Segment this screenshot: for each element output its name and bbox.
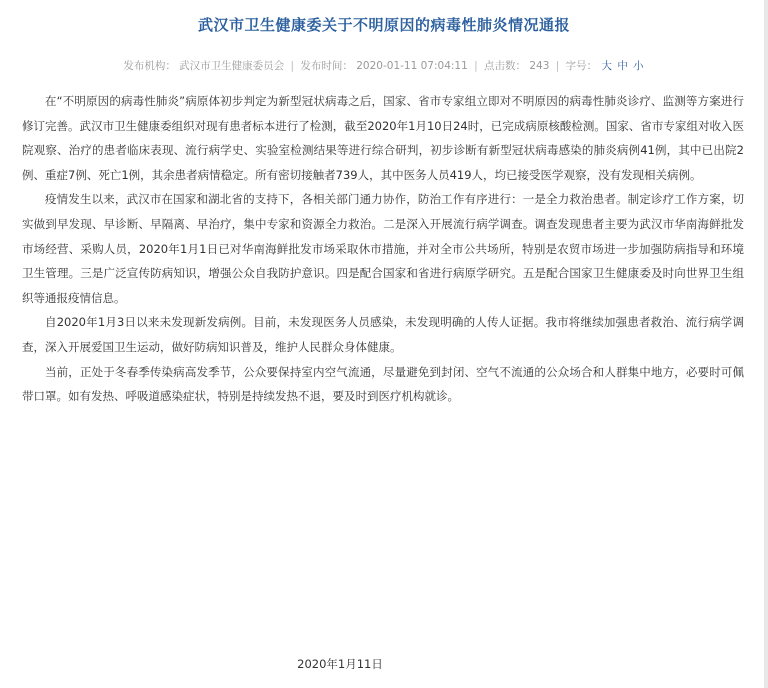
article-body [22, 89, 744, 409]
article-date: 2020年1月11日 [297, 657, 383, 671]
page-edge-divider [764, 0, 768, 688]
article-paragraph: 在“不明原因的病毒性肺炎”病原体初步判定为新型冠状病毒之后，国家、省市专家组立即对不明原因的病毒性肺炎诊疗、监测等方案进行修订完善。武汉市卫生健康委组织对现有患者标本进行了检测，截至2020年1月10日24时，已完成病原核酸检测。国家、省市专家组对收入医院观察、治疗的患者临床表现、流行病学史、实验室检测结果等进行综合研判，初步诊断有新型冠状病毒感染的肺炎病例41例，其中已出院2例、重症7例、死亡1例，其余患者病情稳定。所有密切接触者739人，其中医务人员419人，均已接受医学观察，没有发现相关病例。 [22, 94, 744, 182]
meta-separator: | [290, 60, 295, 72]
publish-time-label: 发布时间： [300, 60, 353, 72]
article-title: 武汉市卫生健康委关于不明原因的病毒性肺炎情况通报 [197, 16, 570, 34]
article-paragraph: 疫情发生以来，武汉市在国家和湖北省的支持下，各相关部门通力协作，防治工作有序进行：一是全力救治患者。制定诊疗工作方案，切实做到早发现、早诊断、早隔离、早治疗，集中专家和资源全力救治。二是深入开展流行病学调查。调查发现患者主要为武汉市华南海鲜批发市场经营、采购人员，2020年1月1日已对华南海鲜批发市场采取休市措施，并对全市公共场所，特别是农贸市场进一步加强防病指导和环境卫生管理。三是广泛宣传防病知识，增强公众自我防护意识。四是配合国家和省进行病原学研究。五是配合国家卫生健康委及时向世界卫生组织等通报疫情信息。 [22, 192, 744, 305]
font-size-medium-link[interactable]: 中 [617, 60, 628, 72]
article-meta [0, 58, 768, 73]
publish-time-value: 2020-01-11 07:04:11 [356, 60, 468, 72]
meta-separator: | [555, 60, 560, 72]
article-paragraph: 当前，正处于冬春季传染病高发季节，公众要保持室内空气流通，尽量避免到封闭、空气不流通的公众场合和人群集中地方，必要时可佩带口罩。如有发热、呼吸道感染症状，特别是持续发热不退，要及时到医疗机构就诊。 [22, 364, 744, 404]
article-paragraph: 自2020年1月3日以来未发现新发病例。目前，未发现医务人员感染，未发现明确的人传人证据。我市将继续加强患者救治、流行病学调查，深入开展爱国卫生运动，做好防病知识普及，维护人民群众身体健康。 [22, 315, 744, 354]
publisher-label: 发布机构： [123, 60, 176, 72]
hits-value: 243 [529, 60, 550, 72]
font-size-label: 字号： [565, 60, 598, 72]
font-size-large-link[interactable]: 大 [601, 60, 612, 72]
font-size-small-link[interactable]: 小 [633, 60, 644, 72]
hits-label: 点击数： [484, 60, 527, 72]
publisher-value: 武汉市卫生健康委员会 [179, 60, 285, 72]
meta-separator: | [474, 60, 478, 72]
